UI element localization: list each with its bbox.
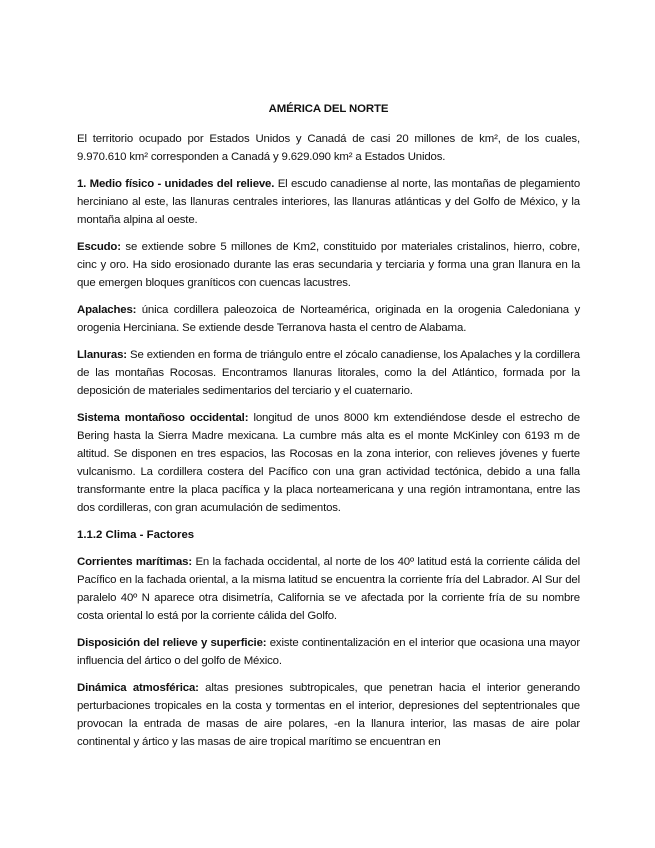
- section-escudo: [77, 238, 580, 292]
- section-llanuras: [77, 346, 580, 400]
- section-text: longitud de unos 8000 km extendiéndose desde el estrecho de Bering hasta la Sierra Madre mexicana. La cumbre más alta es el monte McKinley con 6193 m de altitud. Se disponen en tres espacios, las Rocosas en la zona interior, con relieves jóvenes y fuerte vulcanismo. La cordillera costera del Pacífico con una gran actividad tectónica, debido a una falla transformante entre la placa pacífica y la placa norteamericana y una región intramontana, entre las dos cordilleras, con gran acumulación de sedimentos.: [77, 412, 580, 514]
- section-corrientes-maritimas: [77, 553, 580, 625]
- section-apalaches: [77, 301, 580, 337]
- section-disposicion-relieve: [77, 634, 580, 670]
- section-label: Llanuras:: [77, 349, 127, 361]
- page-title: AMÉRICA DEL NORTE: [268, 103, 389, 115]
- section-label: Apalaches:: [77, 304, 137, 316]
- section-medio-fisico: [77, 175, 580, 229]
- section-label: Sistema montañoso occidental:: [77, 412, 249, 424]
- section-label: 1. Medio físico - unidades del relieve.: [77, 178, 275, 190]
- section-label: Corrientes marítimas:: [77, 556, 193, 568]
- section-text: Se extienden en forma de triángulo entre el zócalo canadiense, los Apalaches y la cordillera de las montañas Rocosas. Encontramos llanuras litorales, como la del Atlántico, formada por la deposición de materiales sedimentarios del terciario y el cuaternario.: [77, 349, 580, 397]
- climate-heading: 1.1.2 Clima - Factores: [77, 529, 195, 541]
- section-label: Disposición del relieve y superficie:: [77, 637, 267, 649]
- section-sistema-montanoso: [77, 409, 580, 517]
- section-text: se extiende sobre 5 millones de Km2, constituido por materiales cristalinos, hierro, cobre, cinc y oro. Ha sido erosionado durante las eras secundaria y terciaria y forma una gran llanura en la que emergen bloques graníticos con cuencas lacustres.: [77, 241, 580, 289]
- intro-paragraph: El territorio ocupado por Estados Unidos y Canadá de casi 20 millones de km², de los cuales, 9.970.610 km² corresponden a Canadá y 9.629.090 km² a Estados Unidos.: [77, 133, 580, 163]
- section-text: existe continentalización en el interior que ocasiona una mayor influencia del ártico o del golfo de México.: [77, 637, 580, 667]
- section-label: Dinámica atmosférica:: [77, 682, 199, 694]
- section-dinamica-atmosferica: [77, 679, 580, 751]
- section-text: altas presiones subtropicales, que penetran hacia el interior generando perturbaciones tropicales en la costa y tormentas en el interior, depresiones del septentrionales que provocan la entrada de masas de aire polares, -en la llanura interior, las masas de aire polar continental y ártico y las masas de aire tropical marítimo se encuentran en: [77, 682, 580, 748]
- section-text: En la fachada occidental, al norte de los 40º latitud está la corriente cálida del Pacífico en la fachada oriental, a la misma latitud se encuentra la corriente fría del Labrador. Al Sur del paralelo 40º N aparece otra disimetría, California se ve afectada por la corriente fría de su nombre costa oriental lo está por la corriente cálida del Golfo.: [77, 556, 580, 622]
- section-text: única cordillera paleozoica de Norteamérica, originada en la orogenia Caledoniana y orogenia Herciniana. Se extiende desde Terranova hasta el centro de Alabama.: [77, 304, 580, 334]
- section-text: El escudo canadiense al norte, las montañas de plegamiento herciniano al este, las llanuras centrales interiores, las llanuras atlánticas y del Golfo de México, y la montaña alpina al oeste.: [77, 178, 581, 226]
- section-label: Escudo:: [77, 241, 121, 253]
